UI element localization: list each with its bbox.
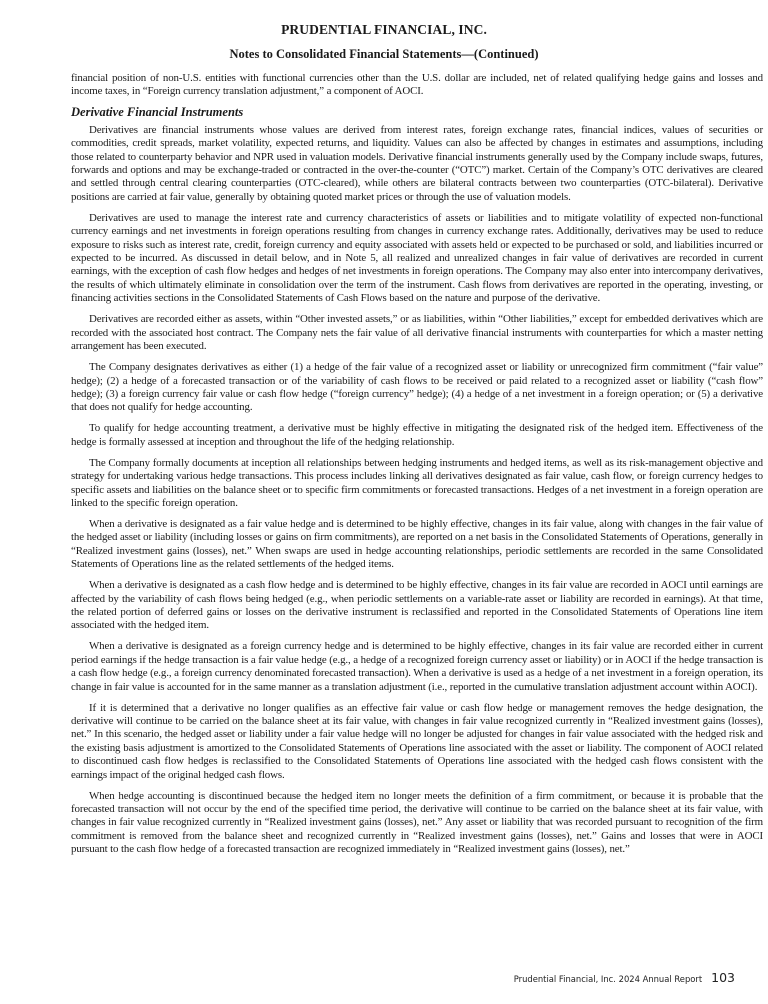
intro-paragraph: financial position of non-U.S. entities with functional currencies other than the U.S. dollar are included, net of related qualifying hedge gains and losses and income taxes, in “Foreign currency translation adjustment,” a component of AOCI. [71,72,763,98]
paragraph: When a derivative is designated as a cash flow hedge and is determined to be highly effective, changes in its fair value are recorded in AOCI until earnings are affected by the variability of cash flows being hedged (e.g., when periodic settlements on a variable-rate asset or liability are recorded in earnings). At that time, the related portion of deferred gains or losses on the derivative instrument is reclassified and reported in the Consolidated Statements of Operations line item associated with the hedged item. [71,579,763,632]
paragraph: When a derivative is designated as a fair value hedge and is determined to be highly effective, changes in its fair value, along with changes in the fair value of the hedged asset or liability (including losses or gains on firm commitments), are reported on a net basis in the Consolidated Statements of Operations, generally in “Realized investment gains (losses), net.” When swaps are used in hedge accounting relationships, periodic settlements are recorded in the same Consolidated Statements of Operations line as the related settlements of the hedged items. [71,517,763,571]
paragraph: The Company designates derivatives as either (1) a hedge of the fair value of a recognized asset or liability or unrecognized firm commitment (“fair value” hedge); (2) a hedge of a forecasted transaction or of the variability of cash flows to be received or paid related to a recognized asset or liability (“cash flow” hedge); (3) a foreign currency fair value or cash flow hedge (“foreign currency” hedge); (4) a hedge of a net investment in a foreign operation; or (5) a derivative that does not qualify for hedge accounting. [71,361,763,414]
company-name: PRUDENTIAL FINANCIAL, INC. [281,22,487,37]
paragraph: To qualify for hedge accounting treatment, a derivative must be highly effective in mitigating the designated risk of the hedged item. Effectiveness of the hedge is formally assessed at inception and throughout the life of the hedging relationship. [71,422,763,448]
paragraph: Derivatives are financial instruments whose values are derived from interest rates, foreign exchange rates, financial indices, values of securities or commodities, credit spreads, market volatility, expected returns, and liquidity. Values can also be affected by changes in estimates and assumptions, including those related to counterparty behavior and NPR used in valuation models. Derivative financial instruments generally used by the Company include swaps, futures, forwards and options and may be exchange-traded or contracted in the over-the-counter (“OTC”) market. Certain of the Company’s OTC derivatives are cleared and settled through central clearing counterparties (OTC-cleared), while others are bilateral contracts between two counterparties (OTC-bilateral). Derivative positions are carried at fair value, generally by obtaining quoted market prices or through the use of valuation models. [71,123,763,203]
page-footer [514,970,735,985]
page-number: 103 [711,970,735,985]
paragraph: Derivatives are recorded either as assets, within “Other invested assets,” or as liabilities, within “Other liabilities,” except for embedded derivatives which are recorded with the associated host contract. The Company nets the fair value of all derivative financial instruments with counterparties for which a master netting arrangement has been executed. [71,313,763,353]
report-label: Prudential Financial, Inc. 2024 Annual Report [513,974,703,984]
page-subtitle: Notes to Consolidated Financial Statements—(Continued) [229,47,539,61]
paragraph: If it is determined that a derivative no longer qualifies as an effective fair value or cash flow hedge or management removes the hedge designation, the derivative will continue to be carried on the balance sheet at its fair value, with changes in fair value recognized currently in “Realized investment gains (losses), net.” In this scenario, the hedged asset or liability under a fair value hedge will no longer be adjusted for changes in fair value associated with the hedged risk and the existing basis adjustment is amortized to the Consolidated Statements of Operations line associated with the asset or liability. The component of AOCI related to discontinued cash flow hedges is reclassified to the Consolidated Statements of Operations line associated with the hedged cash flows consistent with the earnings impact of the original hedged cash flows. [71,701,763,781]
document-body [71,72,763,864]
paragraph: When hedge accounting is discontinued because the hedged item no longer meets the definition of a firm commitment, or because it is probable that the forecasted transaction will not occur by the end of the specified time period, the derivative will continue to be carried on the balance sheet at its fair value, with changes in fair value recognized currently in “Realized investment gains (losses), net.” Any asset or liability that was recorded pursuant to recognition of the firm commitment is removed from the balance sheet and recognized currently in “Realized investment gains (losses), net.” Gains and losses that were in AOCI pursuant to the cash flow hedge of a forecasted transaction are recognized immediately in “Realized investment gains (losses), net.” [71,789,763,856]
paragraph: Derivatives are used to manage the interest rate and currency characteristics of assets or liabilities and to mitigate volatility of expected non-functional currency earnings and net investments in foreign operations resulting from changes in currency exchange rates. Additionally, derivatives may be used to reduce exposure to risks such as interest rate, credit, foreign currency and equity associated with assets held or expected to be purchased or sold, and liabilities incurred or expected to be incurred. As discussed in detail below, and in Note 5, all realized and unrealized changes in fair value of derivatives are recorded in current earnings, with the exception of cash flow hedges and hedges of net investments in foreign operations. The Company may also enter into intercompany derivatives, the results of which ultimately eliminate in consolidation over the term of the instrument. Cash flows from derivatives are reported in the operating, investing, or financing activities sections in the Consolidated Statements of Cash Flows based on the nature and purpose of the derivative. [71,211,763,305]
paragraph: The Company formally documents at inception all relationships between hedging instruments and hedged items, as well as its risk-management objective and strategy for undertaking various hedge transactions. This process includes linking all derivatives designated as fair value, cash flow, or foreign currency hedges to specific assets and liabilities on the balance sheet or to specific firm commitments or forecasted transactions. Hedges of a net investment in a foreign operation are linked to the specific foreign operation. [71,456,763,509]
paragraph: When a derivative is designated as a foreign currency hedge and is determined to be highly effective, changes in its fair value are recorded either in current period earnings if the hedge transaction is a fair value hedge (e.g., a hedge of a recognized foreign currency asset or liability) or in AOCI if the hedge transaction is a cash flow hedge (e.g., a foreign currency denominated forecasted transaction). When a derivative is used as a hedge of a net investment in a foreign operation, its change in fair value is accounted for in the same manner as a translation adjustment (i.e., reported in the cumulative translation adjustment account within AOCI). [71,640,763,693]
section-title: Derivative Financial Instruments [71,105,244,120]
